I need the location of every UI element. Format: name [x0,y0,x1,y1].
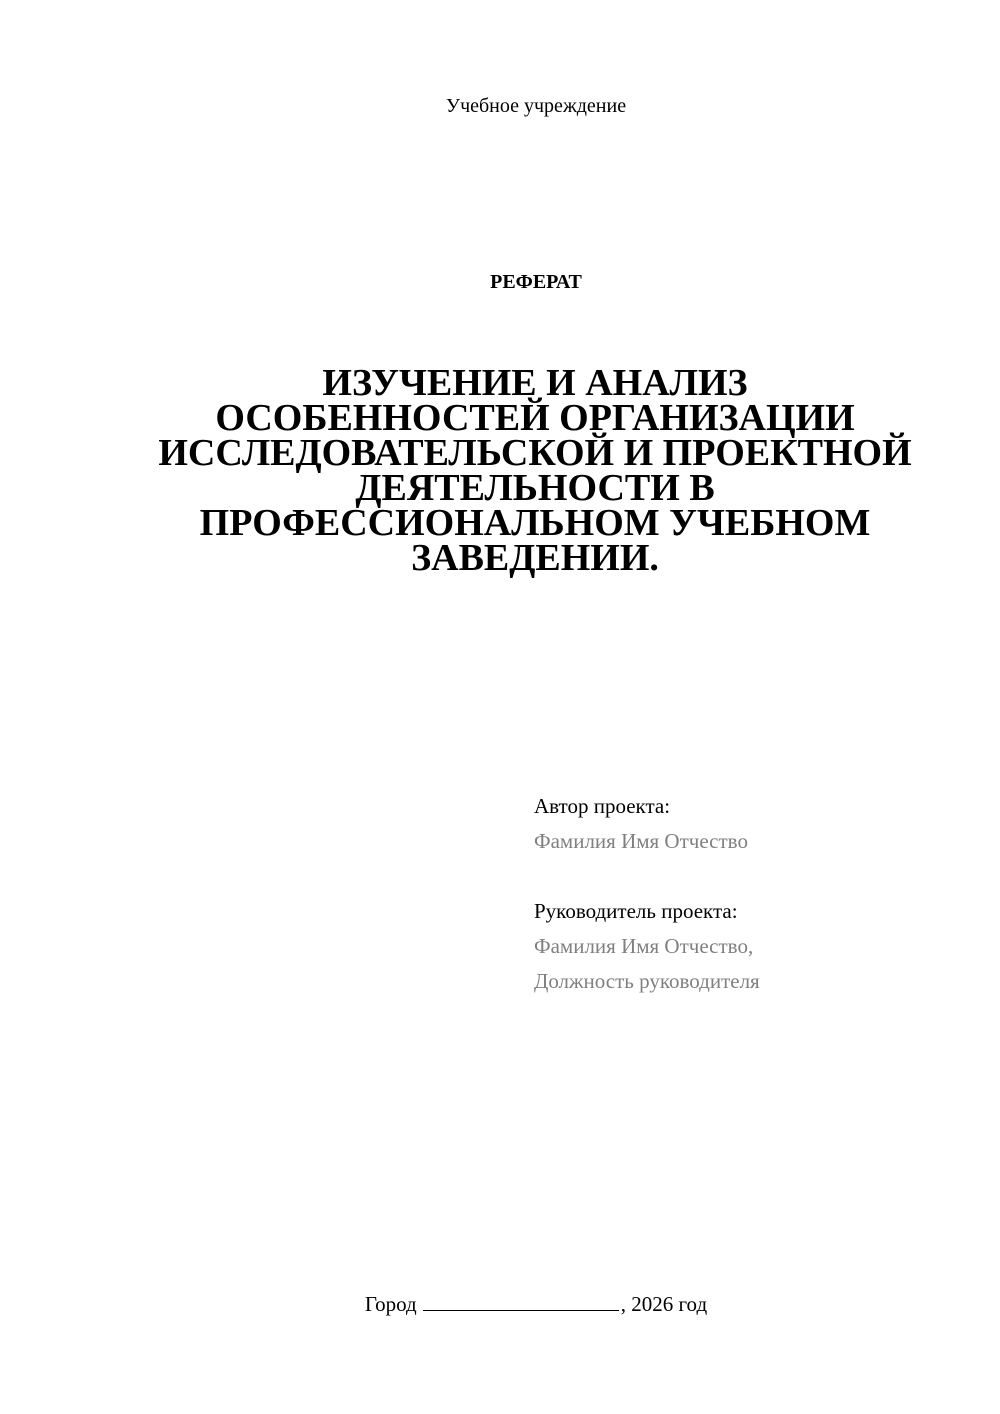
city-label: Город [364,1292,417,1316]
credits-spacer [534,859,954,894]
year-text: , 2026 год [620,1292,708,1316]
city-blank-line [423,1291,619,1311]
title-line: ОСОБЕННОСТЕЙ ОРГАНИЗАЦИИ [215,397,855,439]
title-line: ИССЛЕДОВАТЕЛЬСКОЙ И ПРОЕКТНОЙ [158,432,912,474]
title-line: ПРОФЕССИОНАЛЬНОМ УЧЕБНОМ [199,502,871,544]
supervisor-name: Фамилия Имя Отчество, [534,934,754,958]
author-label: Автор проекта: [534,794,671,818]
credits-block [534,789,954,999]
supervisor-label: Руководитель проекта: [534,899,738,923]
title-line: ИЗУЧЕНИЕ И АНАЛИЗ [322,362,748,404]
document-title [130,362,940,579]
institution-name: Учебное учреждение [445,95,627,117]
author-name: Фамилия Имя Отчество [534,829,748,853]
document-type: РЕФЕРАТ [490,271,582,293]
title-line: ЗАВЕДЕНИИ. [411,537,659,579]
footer-city-year [0,1290,1000,1318]
title-line: ДЕЯТЕЛЬНОСТИ В [355,467,715,509]
supervisor-position: Должность руководителя [534,969,760,993]
